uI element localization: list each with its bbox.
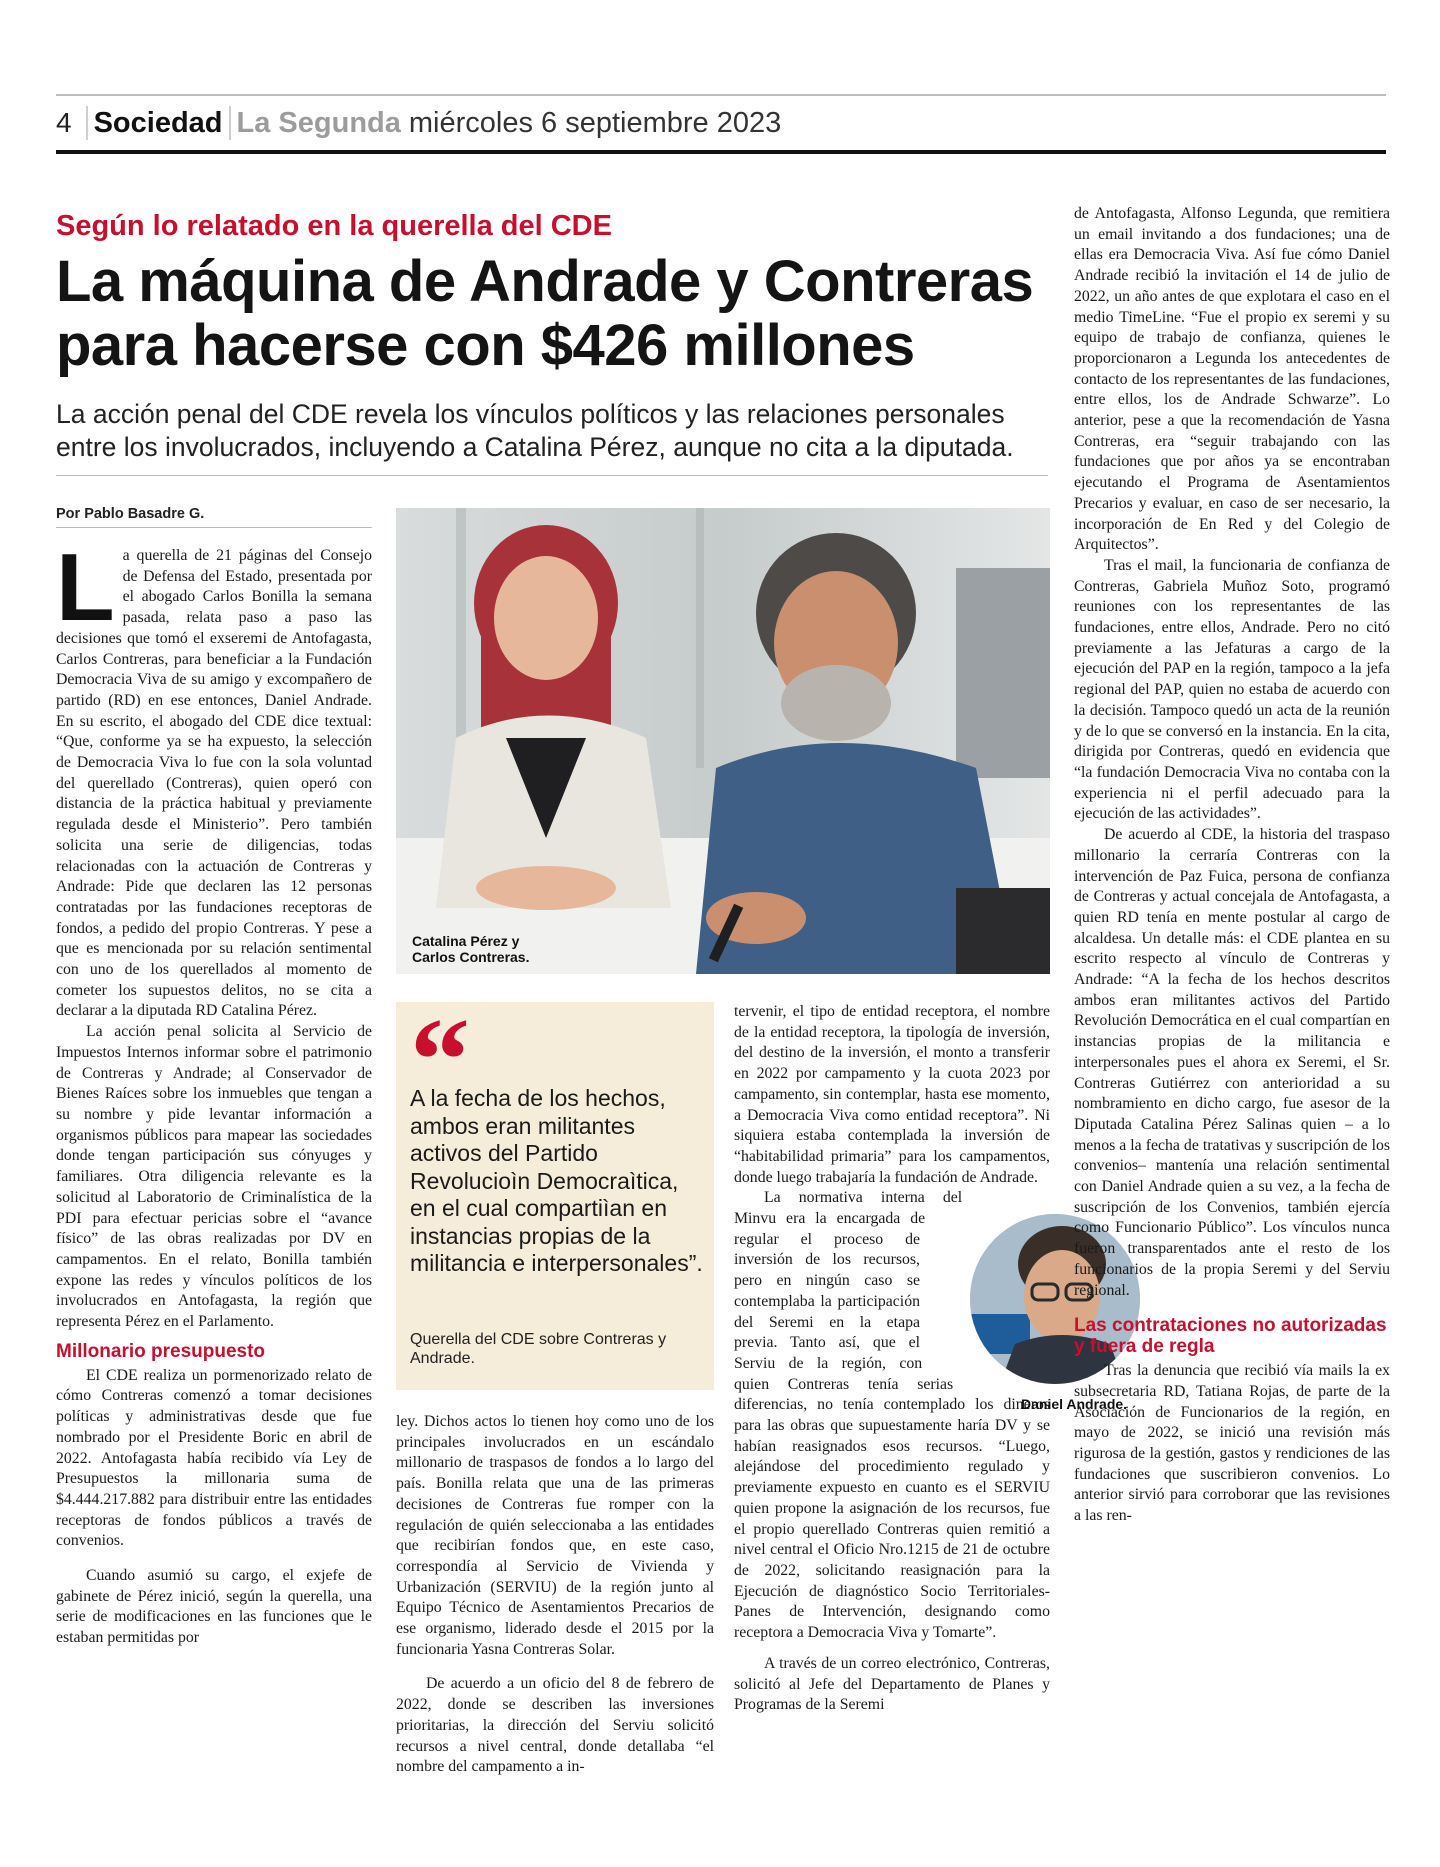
newspaper-name: La Segunda: [236, 106, 401, 139]
pull-quote-source: Querella del CDE sobre Contreras y Andrade.: [410, 1331, 667, 1367]
section-name: Sociedad: [93, 106, 223, 139]
header-rule: [56, 150, 1386, 154]
portrait-caption: Daniel Andrade.: [1021, 1396, 1128, 1412]
paragraph: de Antofagasta, Alfonso Legunda, que remitiera un email invitando a dos fundaciones; una de ellas era Democracia Viva. Así fue cómo Daniel Andrade recibió la invitación el 14 de julio de 2022, un año antes de que explotara el caso en el medio TimeLine. “Fue el propio ex seremi y su equipo de trabajo de confianza, quienes le proporcionaron a Legunda los antecedentes de contacto de los representantes de las fundaciones, entre ellos, los de Andrade Schwarze”. Lo anterior, pese a que la recomendación de Yasna Contreras, era “seguir trabajando con las fundaciones que por años ya se encontraban ejecutando el Programa de Asentamientos Precarios y evaluar, en caso de ser necesario, la incorporación de En Red y del Colegio de Arquitectos”.: [1074, 205, 1390, 554]
paragraph: ley. Dichos actos lo tienen hoy como uno de los principales involucrados en un escándalo millonario de traspasos de fondos a lo largo del país. Bonilla relata que una de las primeras decisiones de Contreras fue romper con la regulación de quién seleccionaba a las entidades que recibirían fondos que, en este caso, correspondía al Servicio de Vivienda y Urbanización (SERVIU) de la región junto al Equipo Técnico de Asentamientos Precarios de ese organismo, liderado desde el 2015 por la funcionaria Yasna Contreras Solar.: [396, 1413, 714, 1658]
article-kicker: Según lo relatado en la querella del CDE: [56, 210, 612, 242]
paragraph: Tras la denuncia que recibió vía mails la ex subsecretaria RD, Tatiana Rojas, de parte de la Asociación de Funcionarios de la región, en mayo de 2022, se inició una revisión más rigurosa de la gestión, gastos y rendiciones de las fundaciones que suscribieron convenios. Lo anterior sirvió para corroborar que las revisiones a las ren-: [1074, 1362, 1390, 1525]
top-rule: [56, 94, 1386, 96]
photo-caption: [412, 933, 529, 965]
paragraph: [56, 534, 372, 1022]
subhead-budget: Millonario presupuesto: [56, 1340, 266, 1362]
paragraph: Cuando asumió su cargo, el exjefe de gabinete de Pérez inició, según la querella, una serie de modificaciones en las funciones que le estaban permitidas por: [56, 1567, 372, 1647]
paragraph: Tras el mail, la funcionaria de confianza de Contreras, Gabriela Muñoz Soto, programó reuniones con los representantes de las fundaciones, entre ellos, Andrade. Pero no citó previamente a las Jefaturas a cargo de la ejecución del PAP en la región, tampoco a la jefa regional del PAP, quien no estaba de acuerdo con la decisión. Tampoco quedó un acta de la reunión y de lo que se conversó en la instancia. En la cita, dirigida por Contreras, quedó en evidencia que “la fundación Democracia Viva no contaba con la experiencia ni el perfil adecuado para la ejecución de las actividades”.: [1074, 556, 1390, 823]
byline-rule: [56, 527, 372, 528]
masthead-divider: [229, 106, 231, 140]
pull-quote-text: A la fecha de los hechos, ambos eran militantes activos del Partido Revolucioìn Democraìtica, en el cual compartiìan en instancias propias de la militancia e interpersonales”.: [410, 1085, 703, 1276]
paragraph: tervenir, el tipo de entidad receptora, el nombre de la entidad receptora, la tipología de inversión, del destino de la inversión, el monto a transferir en 2022 por campamento y la cuota 2023 por campamento, sin contemplar, hasta ese momento, a Democracia Viva como entidad receptora”. Ni siquiera estaba contemplada la inversión de “habitabilidad primaria” para los campamentos, donde luego trabajaría la fundación de Andrade.: [734, 1003, 1050, 1186]
page-number: 4: [56, 107, 72, 138]
masthead: [56, 100, 781, 146]
caption-line: Catalina Pérez y: [412, 933, 520, 949]
deck-rule: [56, 475, 1048, 476]
article-deck: La acción penal del CDE revela los vínculos políticos y las relaciones personales entre los involucrados, incluyendo a Catalina Pérez, aunque no cita a la diputada.: [56, 399, 1014, 462]
masthead-divider: [86, 106, 88, 140]
paragraph: La acción penal solicita al Servicio de Impuestos Internos informar sobre el patrimonio de Contreras y Andrade; al Conservador de Bienes Raíces sobre los inmuebles que tengan a su nombre y pide levantar información a organismos públicos para mapear las sociedades donde tengan participación sus cónyuges y familiares. Otra diligencia relevante es la solicitud al Laboratorio de Criminalística de la PDI para efectuar pericias sobre el “avance físico” de las obras realizadas por DV en campamentos. En el relato, Bonilla también expone las redes y vínculos políticos de los involucrados en Antofagasta, la región que representa Pérez en el Parlamento.: [56, 1023, 372, 1331]
byline: Por Pablo Basadre G.: [56, 506, 205, 522]
article-column-4: [1074, 204, 1390, 1527]
drop-cap: L: [56, 534, 115, 641]
caption-line: Carlos Contreras.: [412, 949, 530, 965]
issue-date: miércoles 6 septiembre 2023: [408, 106, 782, 139]
photo-perez-contreras: [396, 508, 1050, 974]
article-column-2: [396, 1412, 714, 1778]
paragraph-text: a querella de 21 páginas del Consejo de Defensa del Estado, presentada por el abogado Carlos Bonilla la semana pasada, relata paso a paso las decisiones que tomó el exseremi de Antofagasta, Carlos Contreras, para beneficiar a la Fundación Democracia Viva de su amigo y excompañero de partido (RD) en ese entonces, Daniel Andrade. En su escrito, el abogado del CDE dice textual: “Que, conforme ya se ha expuesto, la selección de Democracia Viva lo fue con la sola voluntad del querellado (Contreras), quien operó con distancia de la práctica habitual y previamente regulada desde el Ministerio”. Pero también solicita una serie de diligencias, todas relacionadas con la actuación de Contreras y Andrade: Pide que declaren las 12 personas contratadas por las fundaciones receptoras de fondos, a pedido del propio Contreras. Y pese a que es mencionada por su relación sentimental con uno de los querellados al momento de cometer los supuestos delitos, no se cita a declarar a la diputada RD Catalina Pérez.: [56, 547, 372, 1020]
article-headline: La máquina de Andrade y Contreras para hacerse con $426 millones: [56, 249, 1034, 378]
subhead-contracts: Las contrataciones no autorizadas y fuera de regla: [1074, 1315, 1387, 1358]
photo-illustration: [396, 508, 1050, 974]
paragraph: El CDE realiza un pormenorizado relato de cómo Contreras comenzó a tomar decisiones políticas y administrativas desde que fue nombrado por el Presidente Boric en abril de 2022. Antofagasta había recibido vía Ley de Presupuestos la millonaria suma de $4.444.217.882 para distribuir entre las entidades receptoras de fondos públicos a través de convenios.: [56, 1366, 372, 1550]
paragraph: De acuerdo a un oficio del 8 de febrero de 2022, donde se describen las inversiones prioritarias, la dirección del Serviu solicitó recursos a nivel central, donde detallaba “el nombre del campamento a in-: [396, 1675, 714, 1776]
article-column-1: [56, 534, 372, 1649]
paragraph: De acuerdo al CDE, la historia del traspaso millonario la cerraría Contreras con la intervención de Paz Fuica, persona de confianza de Contreras y actual concejala de Antofagasta, a quien RD tenía en mente postular al cargo de alcaldesa. Un detalle más: el CDE plantea en su escrito respecto al vínculo de Contreras y Andrade: “A la fecha de los hechos descritos ambos eran militantes activos del Partido Revolución Democrática en el cual compartían en instancias propias de la militancia e interpersonales pues el ahora ex Seremi, el Sr. Contreras Gutiérrez con anterioridad a su nombramiento en dicho cargo, fue asesor de la Diputada Catalina Pérez Salinas quien – a lo menos a la fecha de tratativas y suscripción de los convenios– mantenía una relación sentimental con Daniel Andrade quien a su vez, a la fecha de suscripción de los Convenios, también ejercía como Funcionario Público”. Los vínculos nunca fueron transparentados ante el resto de los funcionarios de la propia Seremi y del Serviu regional.: [1074, 826, 1390, 1299]
paragraph: A través de un correo electrónico, Contreras, solicitó al Jefe del Departamento de Planes y Programas de la Seremi: [734, 1654, 1050, 1714]
paragraph: La normativa interna del Minvu era la encargada de regular el proceso de inversión de los recursos, pero en ningún caso se contemplaba la participación del Seremi en la etapa previa. Tanto así, que el Serviu de la región, con quien Contreras tenía serias diferencias, no tenía contemplado los dineros para las obras que supuestamente haría DV y se habían reasignados esos recursos. “Luego, alejándose del procedimiento regulado y previamente expuesto en cuanto es el SERVIU quien propone la asignación de los recursos, fue el propio querellado Contreras quien remitió a nivel central el Oficio Nro.1215 de 21 de octubre de 2022, solicitando reasignación para la Ejecución de diagnóstico Socio Territoriales- Panes de Intervención, designando como receptora a Democracia Viva y Tomarte”.: [734, 1189, 1050, 1642]
quote-mark-icon: “: [410, 993, 470, 1126]
